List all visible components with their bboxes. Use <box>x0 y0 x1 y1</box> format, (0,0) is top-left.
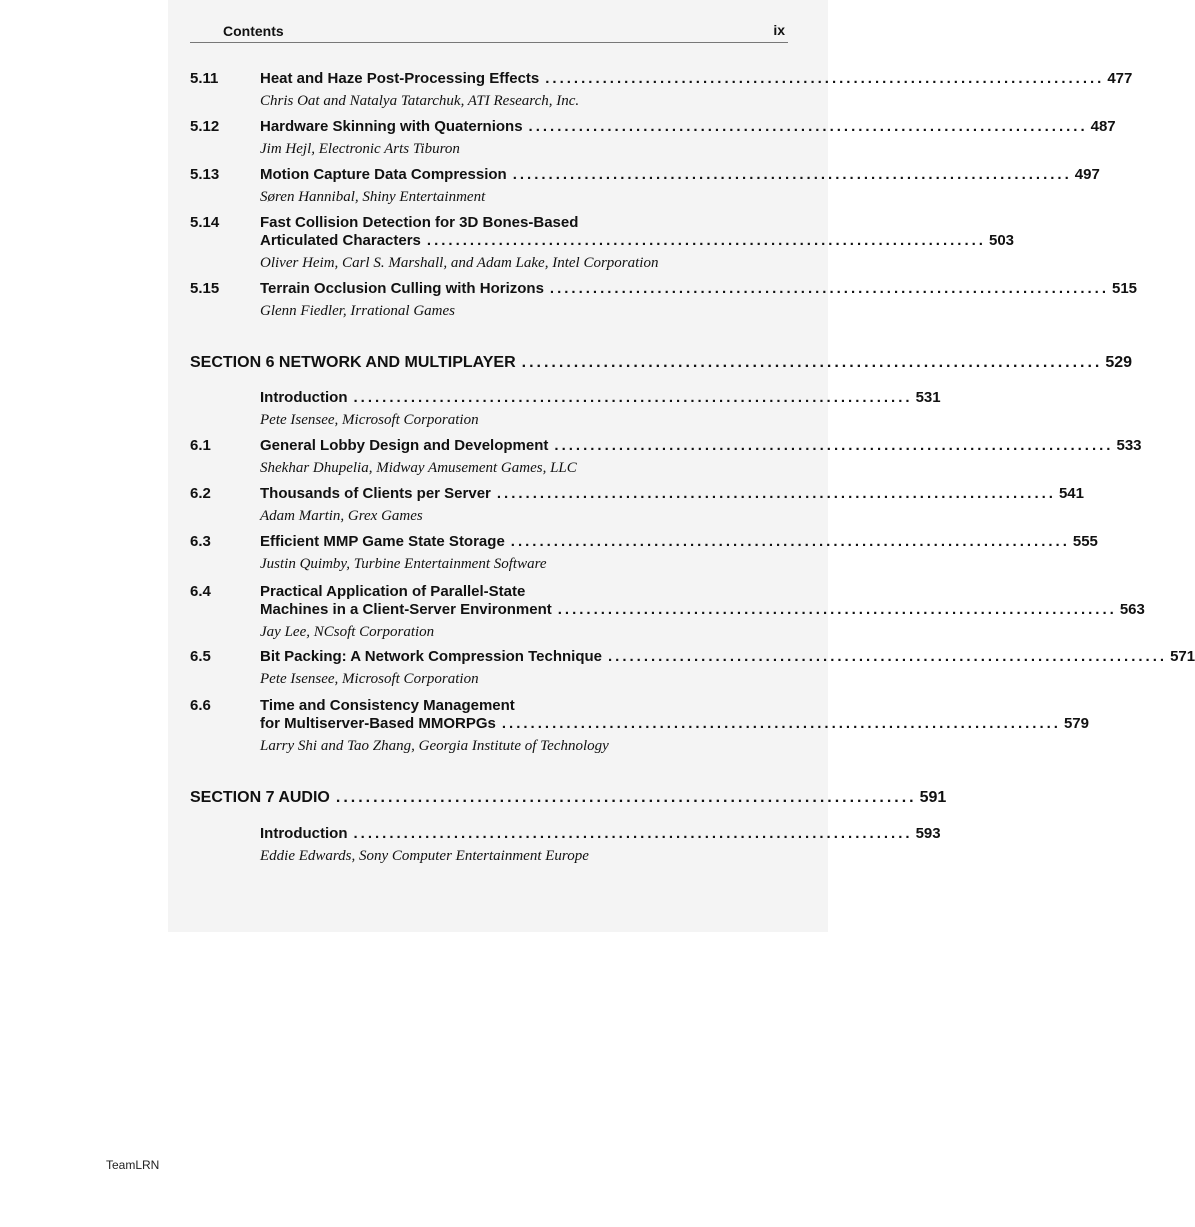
entry-author: Adam Martin, Grex Games <box>260 508 423 524</box>
section-title: SECTION 7 AUDIO <box>190 789 330 806</box>
footer-watermark: TeamLRN <box>106 1158 160 1172</box>
entry-number: 5.14 <box>190 214 220 231</box>
entry-number: 5.13 <box>190 166 220 183</box>
entry-page: 533 <box>1116 437 1142 454</box>
entry-author: Jay Lee, NCsoft Corporation <box>260 624 435 640</box>
entry-author: Shekhar Dhupelia, Midway Amusement Games, LLC <box>260 460 577 476</box>
entry-title: for Multiserver-Based MMORPGs <box>260 715 496 732</box>
entry-author: Jim Hejl, Electronic Arts Tiburon <box>260 141 460 157</box>
entry-author: Justin Quimby, Turbine Entertainment Software <box>260 556 547 572</box>
entry-author: Glenn Fiedler, Irrational Games <box>260 303 455 319</box>
entry-page: 503 <box>988 232 1015 249</box>
entry-title: Motion Capture Data Compression <box>260 166 507 183</box>
entry-title: Heat and Haze Post-Processing Effects <box>260 70 540 87</box>
entry-title-line1: Time and Consistency Management <box>260 697 515 714</box>
entry-title: Introduction <box>260 825 348 842</box>
entry-author: Eddie Edwards, Sony Computer Entertainment Europe <box>260 848 589 864</box>
entry-number: 6.6 <box>190 697 211 714</box>
entry-number: 6.2 <box>190 485 211 502</box>
entry-number: 6.5 <box>190 648 211 665</box>
entry-page: 531 <box>915 389 941 406</box>
section-heading: SECTION 6 NETWORK AND MULTIPLAYER .............................................................................. 529 <box>190 354 1133 371</box>
entry-number: 6.3 <box>190 533 211 550</box>
entry-title: Machines in a Client-Server Environment <box>260 601 552 618</box>
entry-page: 571 <box>1170 648 1195 665</box>
entry-author: Søren Hannibal, Shiny Entertainment <box>260 189 486 205</box>
entry-title: Articulated Characters <box>260 232 421 249</box>
entry-page: 593 <box>915 825 941 842</box>
entry-number: 5.15 <box>190 280 220 297</box>
section-title: SECTION 6 NETWORK AND MULTIPLAYER <box>190 354 516 371</box>
entry-author: Chris Oat and Natalya Tatarchuk, ATI Research, Inc. <box>260 93 580 109</box>
entry-number: 5.12 <box>190 118 220 135</box>
entry-title: Efficient MMP Game State Storage <box>260 533 505 550</box>
running-header-page-number: ix <box>773 22 785 38</box>
section-page: 591 <box>919 789 947 806</box>
entry-page: 515 <box>1112 280 1138 297</box>
entry-title: Introduction <box>260 389 348 406</box>
entry-page: 541 <box>1058 485 1084 502</box>
entry-title-line1: Fast Collision Detection for 3D Bones-Based <box>260 214 579 231</box>
section-heading: SECTION 7 AUDIO .............................................................................. 591 <box>190 789 947 806</box>
entry-page: 555 <box>1072 533 1098 550</box>
entry-page: 487 <box>1090 118 1116 135</box>
entry-title: Hardware Skinning with Quaternions <box>260 118 523 135</box>
entry-author: Pete Isensee, Microsoft Corporation <box>260 671 479 687</box>
section-page: 529 <box>1105 354 1133 371</box>
entry-author: Pete Isensee, Microsoft Corporation <box>260 412 479 428</box>
entry-author: Oliver Heim, Carl S. Marshall, and Adam Lake, Intel Corporation <box>260 255 659 271</box>
entry-title-line1: Practical Application of Parallel-State <box>260 583 526 600</box>
running-header-title: Contents <box>223 23 284 39</box>
entry-author: Larry Shi and Tao Zhang, Georgia Institute of Technology <box>260 738 609 754</box>
entry-number: 6.1 <box>190 437 211 454</box>
entry-page: 477 <box>1107 70 1133 87</box>
entry-number: 6.4 <box>190 583 211 600</box>
entry-title: Bit Packing: A Network Compression Technique <box>260 648 602 665</box>
entry-title: Terrain Occlusion Culling with Horizons <box>260 280 544 297</box>
entry-title: Thousands of Clients per Server <box>260 485 491 502</box>
entry-page: 579 <box>1063 715 1089 732</box>
entry-number: 5.11 <box>190 70 219 87</box>
entry-page: 563 <box>1119 601 1145 618</box>
entry-title: General Lobby Design and Development <box>260 437 549 454</box>
entry-page: 497 <box>1074 166 1100 183</box>
running-header <box>190 22 788 43</box>
